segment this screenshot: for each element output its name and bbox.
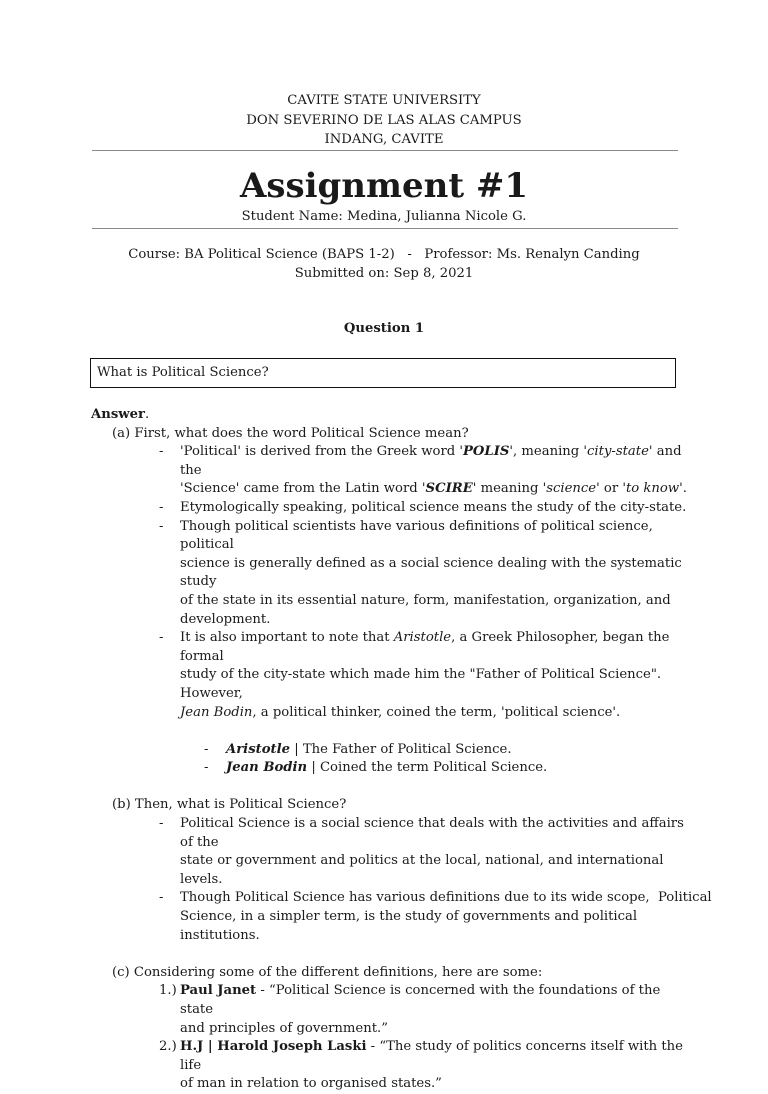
section-b-heading: (b) Then, what is Political Science?: [112, 797, 347, 813]
scire-term: SCIRE: [425, 481, 473, 497]
question-text: What is Political Science?: [97, 365, 269, 380]
university-name: CAVITE STATE UNIVERSITY: [287, 93, 481, 108]
section-c-heading: (c) Considering some of the different definitions, here are some:: [112, 964, 543, 980]
bullet-dash: -: [159, 890, 164, 906]
definition-author: H.J | Harold Joseph Laski: [180, 1039, 367, 1055]
item-number: 2.): [159, 1039, 177, 1055]
document-title: Assignment #1: [239, 166, 529, 206]
course-line: Course: BA Political Science (BAPS 1-2) - Professor: Ms. Renalyn Canding: [128, 247, 640, 262]
polis-term: POLIS: [463, 444, 510, 460]
document-header: [0, 92, 768, 151]
course-info: [0, 246, 768, 284]
list-item: - Etymologically speaking, political science means the study of the city-state.: [91, 499, 691, 518]
submitted-date: Submitted on: Sep 8, 2021: [294, 266, 474, 281]
bullet-dash: -: [204, 760, 209, 776]
definition-item: 2.) H.J | Harold Joseph Laski - “The study of politics concerns itself with the life of man in relation to organised states.”: [159, 1039, 683, 1092]
section-a-heading: (a) First, what does the word Political Science mean?: [112, 425, 469, 441]
bullet-dash: -: [159, 630, 164, 646]
header-divider: [92, 150, 678, 151]
list-item: - Though Political Science has various definitions due to its wide scope, Political Science, in a simpler term, is the study of governments and political institutions.: [159, 890, 712, 943]
summary-item: - Jean Bodin | Coined the term Political Science.: [91, 759, 691, 778]
answer-label: Answer: [91, 407, 145, 422]
definition-author: Paul Janet: [180, 983, 257, 999]
question-title: Question 1: [343, 321, 425, 336]
list-item: - 'Political' is derived from the Greek word 'POLIS', meaning 'city-state' and the 'Science' came from the Latin word 'SCIRE' meaning 'science' or 'to know'.: [159, 444, 687, 497]
list-item: - Political Science is a social science that deals with the activities and affairs of the state or government and politics at the local, national, and international levels.: [159, 816, 684, 887]
bullet-dash: -: [159, 444, 164, 460]
list-item: - It is also important to note that Aristotle, a Greek Philosopher, began the formal study of the city-state which made him the "Father of Political Science". However, Jean Bodin, a political thinker, coined the term, 'political science'.: [159, 630, 670, 720]
bullet-dash: -: [159, 499, 164, 515]
answer-content: Answer. (a) First, what does the word Political Science mean? - 'Political' is derived from the Greek word 'POLIS', meaning 'city-state' and the 'Science' came from the Latin word 'SCIRE' meaning 'science' or 'to know'. - Etymologically speaking, political science means the study of the city-state. - Though political scientists have various definitions of political science, political science is generally defined as a social science dealing with the systematic study of the state in its essential nature, form, manifestation, organization, and development. - It is also important to note that Aristotle, a Greek Philosopher, began the formal study of the city-state which made him the "Father of Political Science". However, Jean Bodin, a political thinker, coined the term, 'political science'. - Aristotle | The Father of Political Science. - Jean Bodin | Coined the term Political Science. (b) Then, what is Political Science? - Political Science is a social science that deals with the activities and affairs of the state or government and politics at the local, national, and international levels. - Though Political Science has various definitions due to its wide scope, Political Science, in a simpler term, is the study of governments and political institutions. (c) Considering some of the different definitions, here are some: 1.) Paul Janet - “Political Science is concerned with the foundations of the state and principles of government.” 2.) H.J | Harold Joseph Laski - “The study of politics concerns itself with the life of man in relation to organised states.”: [91, 406, 691, 1094]
campus-location: INDANG, CAVITE: [324, 132, 444, 147]
bullet-dash: -: [159, 816, 164, 832]
title-divider: [92, 228, 678, 229]
item-number: 1.): [159, 983, 177, 999]
definition-item: 1.) Paul Janet - “Political Science is concerned with the foundations of the state and principles of government.”: [159, 983, 661, 1036]
bullet-dash: -: [159, 518, 164, 534]
bullet-dash: -: [204, 741, 209, 757]
list-item: - Though political scientists have various definitions of political science, political science is generally defined as a social science dealing with the systematic study of the state in its essential nature, form, manifestation, organization, and development.: [159, 518, 682, 627]
summary-item: - Aristotle | The Father of Political Science.: [91, 741, 691, 760]
student-name: Student Name: Medina, Julianna Nicole G.: [241, 209, 527, 224]
question-box: [90, 358, 676, 388]
campus-name: DON SEVERINO DE LAS ALAS CAMPUS: [246, 112, 522, 128]
